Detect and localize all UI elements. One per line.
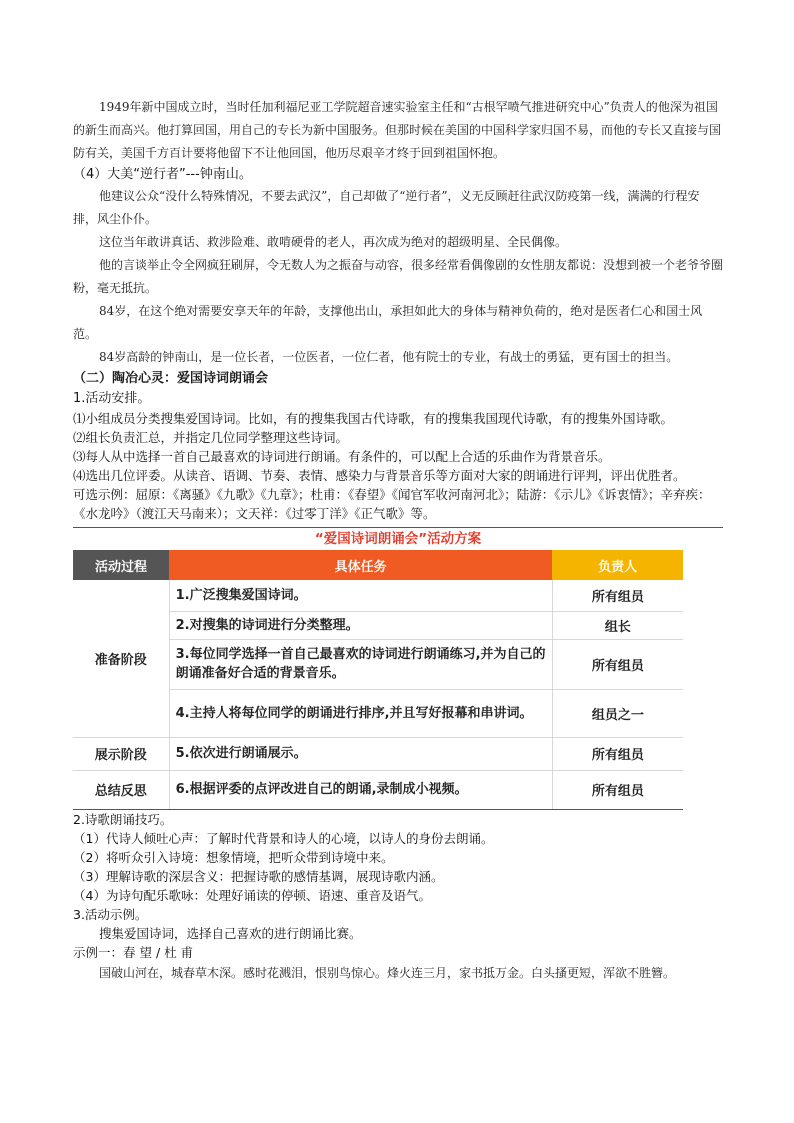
table-row (73, 770, 683, 809)
table-row (73, 737, 683, 770)
task-cell: 4.主持人将每位同学的朗诵进行排序,并且写好报幕和串讲词。 (169, 689, 552, 737)
heading-zhong-nanshan: （4）大美“逆行者”---钟南山。 (73, 167, 252, 182)
zhong-paragraph: 他的言谈举止令全网疯狂刷屏，令无数人为之振奋与动容，很多经常看偶像剧的女性朋友都说：没想到被一个老爷爷圈粉，毫无抵抗。 (73, 258, 724, 295)
task-cell: 5.依次进行朗诵展示。 (169, 737, 552, 770)
tip-item: （4）为诗句配乐歌咏：处理好诵读的停顿、语速、重音及语气。 (73, 887, 431, 903)
plan-table (73, 550, 683, 810)
header-task: 具体任务 (169, 550, 552, 580)
stage-prepare: 准备阶段 (73, 580, 169, 737)
zhong-paragraph: 84岁高龄的钟南山，是一位长者，一位医者，一位仁者，他有院士的专业，有战士的勇猛，更有国士的担当。 (99, 350, 679, 364)
stage-summary: 总结反思 (73, 770, 169, 809)
owner-cell: 所有组员 (552, 770, 683, 809)
owner-cell: 组员之一 (552, 689, 683, 737)
owner-cell: 所有组员 (552, 580, 683, 611)
arrange-title: 1.活动安排。 (73, 391, 151, 406)
example-title: 3.活动示例。 (73, 906, 148, 922)
stage-show: 展示阶段 (73, 737, 169, 770)
tip-item: （3）理解诗歌的深层含义：把握诗歌的感情基调，展现诗歌内涵。 (73, 868, 444, 884)
task-cell: 1.广泛搜集爱国诗词。 (169, 580, 552, 611)
table-row (73, 580, 683, 611)
qian-paragraph: 1949年新中国成立时，当时任加利福尼亚工学院超音速实验室主任和“古根罕喷气推进研究中心”负责人的他深为祖国的新生而高兴。他打算回国，用自己的专长为新中国服务。但那时候在美国的中国科学家归国不易，而他的专长又直接与国防有关，美国千方百计要将他留下不让他回国，他历尽艰辛才终于回到祖国怀抱。 (73, 100, 722, 160)
table-header-row (73, 550, 683, 580)
example1-title: 示例一：春 望 / 杜 甫 (73, 944, 194, 960)
section-title: （二）陶冶心灵：爱国诗词朗诵会 (73, 371, 269, 386)
plan-title: “爱国诗词朗诵会”活动方案 (73, 527, 723, 550)
arrange-item: ⑷选出几位评委。从读音、语调、节奏、表情、感染力与背景音乐等方面对大家的朗诵进行评判，评出优胜者。 (73, 468, 686, 483)
poem-text: 国破山河在，城春草木深。感时花溅泪，恨别鸟惊心。烽火连三月，家书抵万金。白头搔更短，浑欲不胜簪。 (99, 965, 676, 980)
arrange-item: ⑵组长负责汇总，并指定几位同学整理这些诗词。 (73, 430, 349, 445)
zhong-paragraph: 他建议公众“没什么特殊情况，不要去武汉”，自己却做了“逆行者”，义无反顾赶往武汉防疫第一线，满满的行程安排，风尘仆仆。 (73, 189, 700, 226)
task-cell: 2.对搜集的诗词进行分类整理。 (169, 611, 552, 639)
tip-item: （2）将听众引入诗境：想象情境，把听众带到诗境中来。 (73, 849, 394, 865)
zhong-paragraph: 这位当年敢讲真话、救涉险难、敢啃硬骨的老人，再次成为绝对的超级明星、全民偶像。 (99, 235, 568, 249)
header-stage: 活动过程 (73, 550, 169, 580)
example-desc: 搜集爱国诗词，选择自己喜欢的进行朗诵比赛。 (99, 925, 362, 941)
tip-item: （1）代诗人倾吐心声：了解时代背景和诗人的心境，以诗人的身份去朗诵。 (73, 830, 494, 846)
owner-cell: 所有组员 (552, 639, 683, 689)
document-page (73, 96, 723, 985)
arrange-item: ⑶每人从中选择一首自己最喜欢的诗词进行朗诵。有条件的，可以配上合适的乐曲作为背景音乐。 (73, 449, 611, 464)
tips-title: 2.诗歌朗诵技巧。 (73, 811, 173, 827)
owner-cell: 组长 (552, 611, 683, 639)
arrange-item: ⑴小组成员分类搜集爱国诗词。比如，有的搜集我国古代诗歌，有的搜集我国现代诗歌，有的搜集外国诗歌。 (73, 411, 674, 426)
task-cell: 3.每位同学选择一首自己最喜欢的诗词进行朗诵练习,并为自己的朗诵准备好合适的背景音乐。 (169, 639, 552, 689)
examples-list: 可选示例：屈原：《离骚》《九歌》《九章》；杜甫：《春望》《闻官军收河南河北》；陆游：《示儿》《诉衷情》；辛弃疾：《水龙吟》（渡江天马南来）；文天祥：《过零丁洋》《正气歌》等。 (73, 487, 711, 521)
header-owner: 负责人 (552, 550, 683, 580)
zhong-paragraph: 84岁，在这个绝对需要安享天年的年龄，支撑他出山，承担如此大的身体与精神负荷的，绝对是医者仁心和国士风范。 (73, 304, 703, 341)
task-cell: 6.根据评委的点评改进自己的朗诵,录制成小视频。 (169, 770, 552, 809)
owner-cell: 所有组员 (552, 737, 683, 770)
